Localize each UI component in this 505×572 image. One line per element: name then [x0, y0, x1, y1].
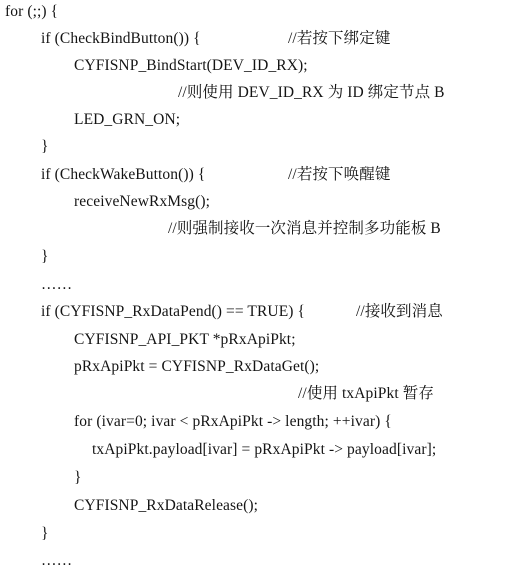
- code-line: txApiPkt.payload[ivar] = pRxApiPkt -> payload[ivar];: [92, 441, 437, 458]
- code-comment: //若按下绑定键: [288, 30, 391, 47]
- code-line: CYFISNP_BindStart(DEV_ID_RX);: [74, 57, 308, 74]
- code-line: CYFISNP_API_PKT *pRxApiPkt;: [74, 331, 296, 348]
- code-line: pRxApiPkt = CYFISNP_RxDataGet();: [74, 358, 320, 375]
- code-line: if (CYFISNP_RxDataPend() == TRUE) {: [41, 303, 306, 320]
- code-line: }: [41, 138, 49, 155]
- code-line: }: [41, 525, 49, 542]
- code-line: }: [41, 248, 49, 265]
- code-comment: //则使用 DEV_ID_RX 为 ID 绑定节点 B: [178, 84, 445, 101]
- code-line: if (CheckBindButton()) {: [41, 30, 201, 47]
- code-line: receiveNewRxMsg();: [74, 193, 211, 210]
- code-line: }: [74, 469, 82, 486]
- code-comment: //使用 txApiPkt 暂存: [298, 385, 434, 402]
- code-comment: //接收到消息: [356, 303, 443, 320]
- code-comment: //则强制接收一次消息并控制多功能板 B: [168, 220, 441, 237]
- code-line: for (ivar=0; ivar < pRxApiPkt -> length; ++ivar) {: [74, 413, 392, 430]
- code-ellipsis: ……: [41, 276, 73, 293]
- code-line: LED_GRN_ON;: [74, 111, 181, 128]
- code-line: for (;;) {: [5, 3, 59, 20]
- code-ellipsis: ……: [41, 552, 73, 569]
- code-line: CYFISNP_RxDataRelease();: [74, 497, 259, 514]
- code-comment: //若按下唤醒键: [288, 166, 391, 183]
- code-line: if (CheckWakeButton()) {: [41, 166, 206, 183]
